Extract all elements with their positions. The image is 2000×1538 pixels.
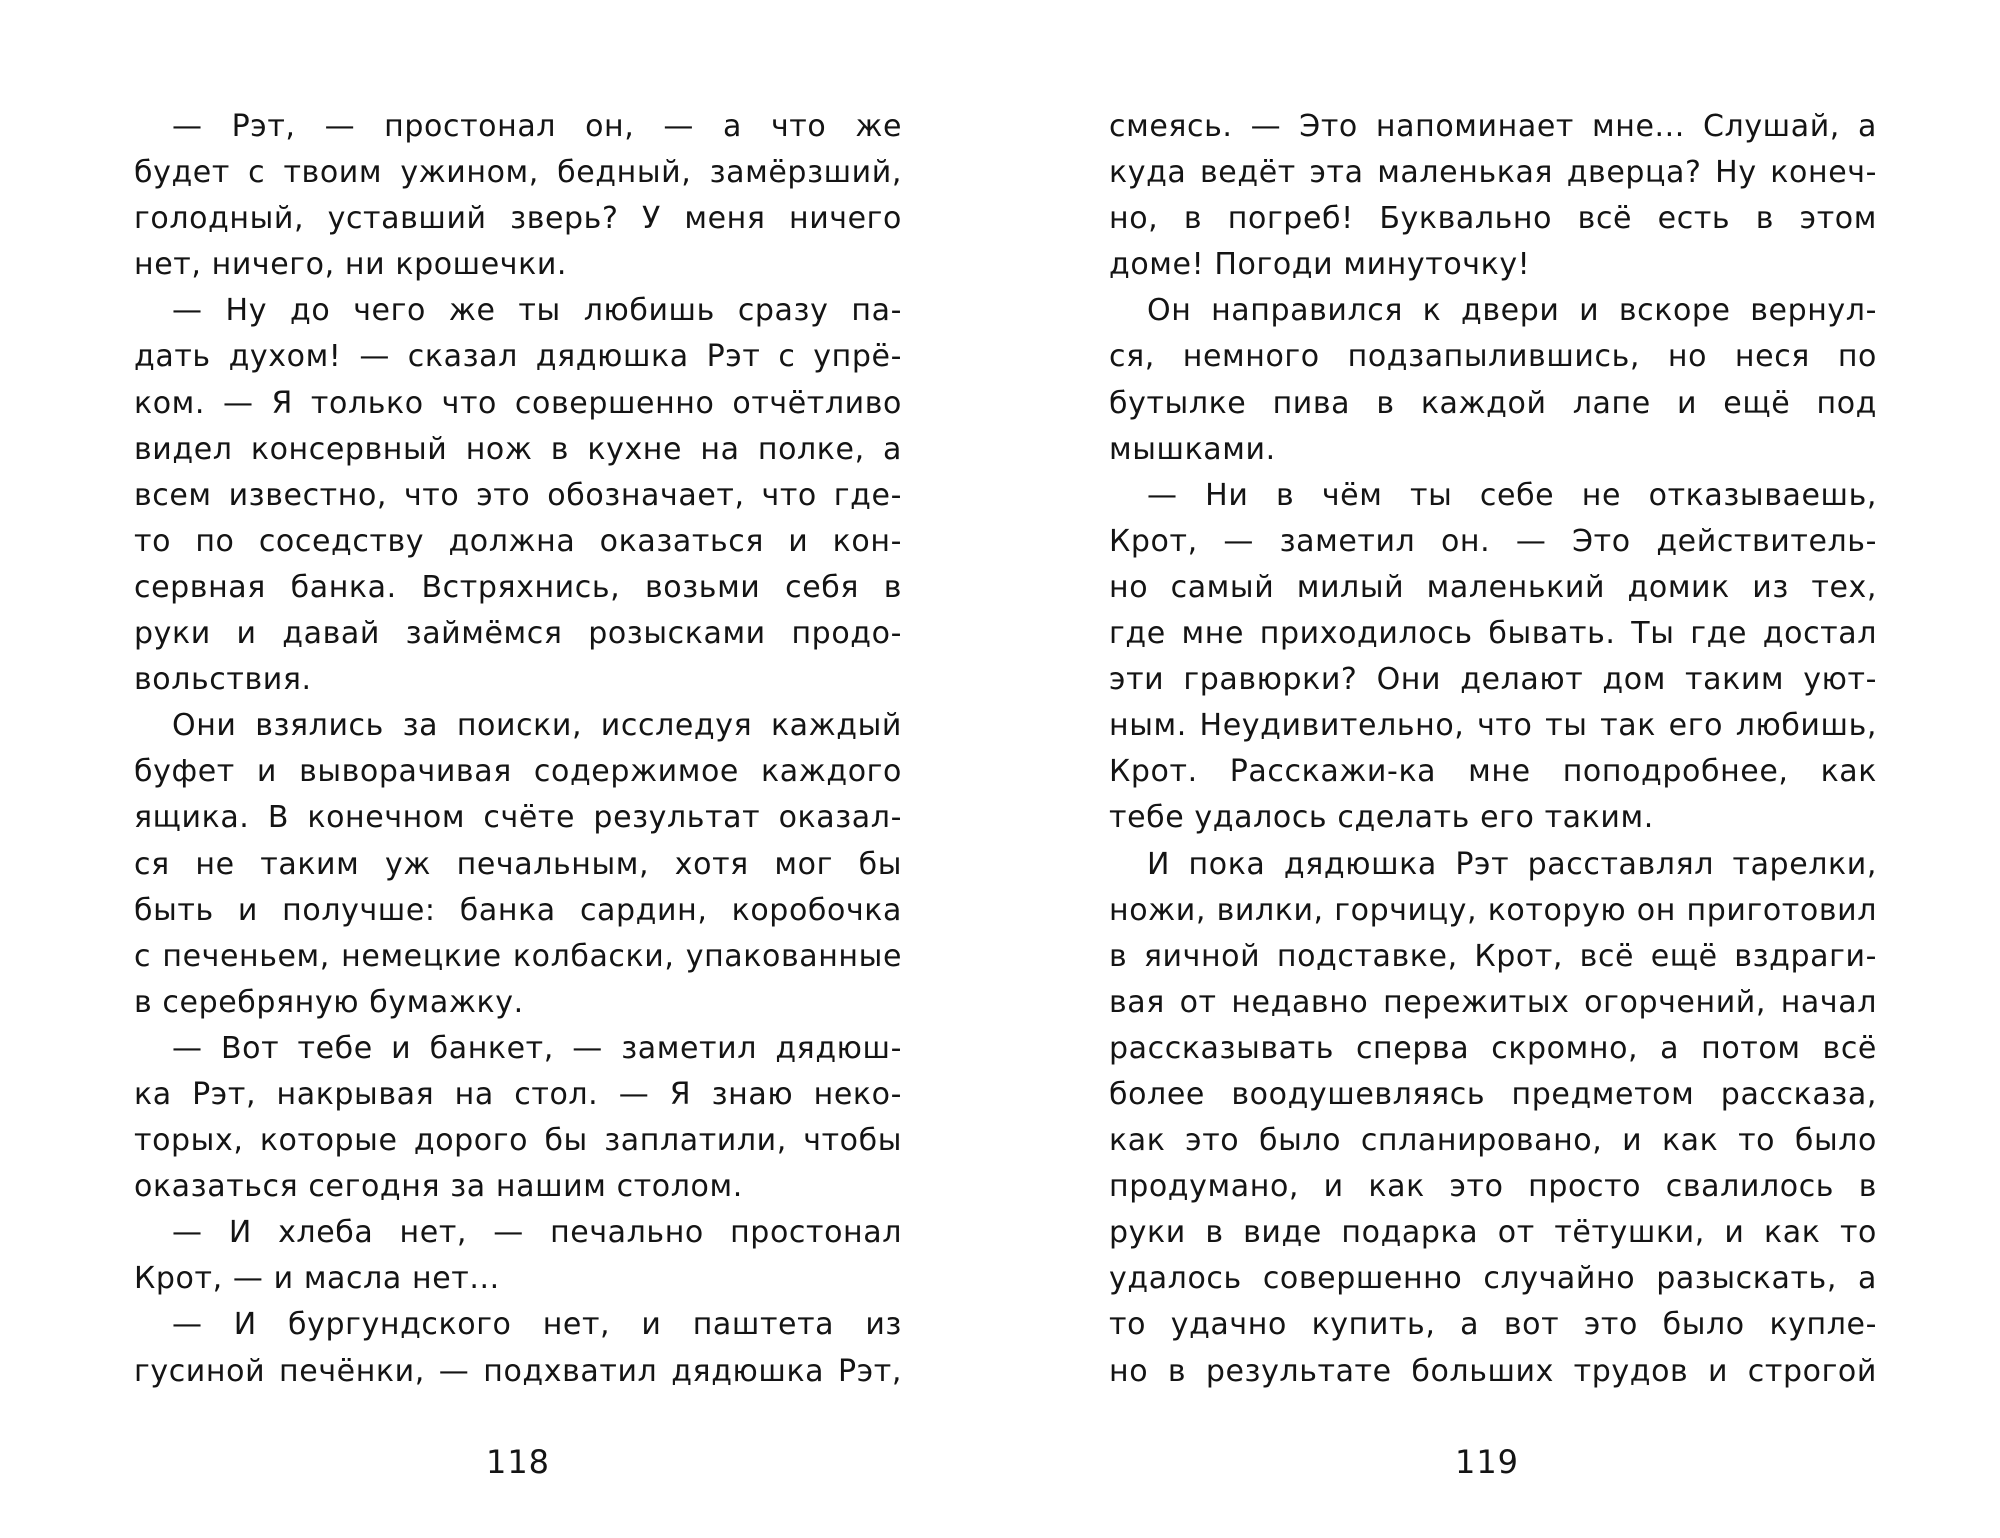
text-line: вольствия. — [134, 662, 312, 698]
text-line: рассказывать сперва скромно, а потом всё — [1109, 1030, 1877, 1066]
text-line: в серебряную бумажку. — [134, 984, 524, 1020]
text-line: — Рэт, — простонал он, — а что же — [172, 109, 902, 144]
text-line: торых, которые дорого бы заплатили, чтобы — [134, 1123, 902, 1159]
text-line: Крот. Расскажи-ка мне поподробнее, как — [1109, 754, 1877, 790]
text-line: сервная банка. Встряхнись, возьми себя в — [134, 569, 902, 605]
text-line: где мне приходилось бывать. Ты где достал — [1109, 616, 1877, 652]
text-line: Они взялись за поиски, исследуя каждый — [172, 708, 902, 744]
text-line: ящика. В конечном счёте результат оказал- — [134, 800, 902, 836]
page-number: 119 — [1454, 1443, 1520, 1481]
text-line: руки и давай займёмся розысками продо- — [134, 616, 902, 652]
text-line: гусиной печёнки, — подхватил дядюшка Рэт, — [134, 1353, 902, 1389]
text-line: Он направился к двери и вскоре вернул- — [1147, 293, 1877, 329]
text-line: ся не таким уж печальным, хотя мог бы — [134, 846, 902, 882]
text-line: И пока дядюшка Рэт расставлял тарелки, — [1147, 846, 1877, 882]
text-line: тебе удалось сделать его таким. — [1109, 800, 1654, 836]
text-line: будет с твоим ужином, бедный, замёрзший, — [134, 155, 902, 191]
text-line: ным. Неудивительно, что ты так его любишь, — [1109, 708, 1877, 744]
text-line: бутылке пива в каждой лапе и ещё под — [1109, 385, 1877, 421]
text-line: — Ни в чём ты себе не отказываешь, — [1147, 477, 1877, 513]
text-line: видел консервный нож в кухне на полке, а — [134, 431, 902, 467]
text-line: всем известно, что это обозначает, что где- — [134, 477, 902, 513]
text-line: эти гравюрки? Они делают дом таким уют- — [1109, 662, 1877, 698]
text-line: но, в погреб! Буквально всё есть в этом — [1109, 201, 1877, 237]
text-line: куда ведёт эта маленькая дверца? Ну конеч- — [1109, 155, 1877, 191]
text-line: ка Рэт, накрывая на стол. — Я знаю неко- — [134, 1076, 902, 1112]
text-line: быть и получше: банка сардин, коробочка — [134, 892, 902, 928]
text-line: вая от недавно пережитых огорчений, начал — [1109, 984, 1877, 1020]
text-line: оказаться сегодня за нашим столом. — [134, 1169, 743, 1205]
text-line: Крот, — и масла нет... — [134, 1261, 500, 1297]
text-line: ся, немного подзапылившись, но неся по — [1109, 339, 1877, 375]
text-line: продумано, и как это просто свалилось в — [1109, 1169, 1877, 1205]
left-page-text — [134, 104, 902, 1395]
right-page-text — [1109, 104, 1877, 1395]
text-line: то по соседству должна оказаться и кон- — [134, 523, 902, 559]
text-line: мышками. — [1109, 431, 1276, 467]
text-line: удалось совершенно случайно разыскать, а — [1109, 1261, 1877, 1297]
text-line: более воодушевляясь предметом рассказа, — [1109, 1076, 1877, 1112]
text-line: Крот, — заметил он. — Это действитель- — [1109, 523, 1877, 559]
text-line: — И бургундского нет, и паштета из — [172, 1307, 902, 1343]
text-line: как это было спланировано, и как то было — [1109, 1123, 1877, 1159]
text-line: — Ну до чего же ты любишь сразу па- — [172, 293, 902, 329]
text-line: — Вот тебе и банкет, — заметил дядюш- — [172, 1030, 902, 1066]
text-line: но в результате больших трудов и строгой — [1109, 1353, 1877, 1389]
text-line: доме! Погоди минуточку! — [1109, 247, 1531, 283]
text-line: — И хлеба нет, — печально простонал — [172, 1215, 902, 1251]
text-line: дать духом! — сказал дядюшка Рэт с упрё- — [134, 339, 902, 375]
text-line: нет, ничего, ни крошечки. — [134, 247, 568, 283]
text-line: в яичной подставке, Крот, всё ещё вздраги- — [1109, 938, 1877, 974]
text-line: голодный, уставший зверь? У меня ничего — [134, 201, 902, 237]
right-page — [1000, 0, 2000, 1538]
page-number: 118 — [485, 1443, 551, 1481]
text-line: буфет и выворачивая содержимое каждого — [134, 754, 902, 790]
text-line: руки в виде подарка от тётушки, и как то — [1109, 1215, 1877, 1251]
text-line: но самый милый маленький домик из тех, — [1109, 569, 1877, 605]
text-line: то удачно купить, а вот это было купле- — [1109, 1307, 1877, 1343]
text-line: ножи, вилки, горчицу, которую он приготовил — [1109, 892, 1877, 928]
text-line: смеясь. — Это напоминает мне... Слушай, а — [1109, 109, 1877, 144]
text-line: с печеньем, немецкие колбаски, упакованные — [134, 938, 902, 974]
text-line: ком. — Я только что совершенно отчётливо — [134, 385, 902, 421]
